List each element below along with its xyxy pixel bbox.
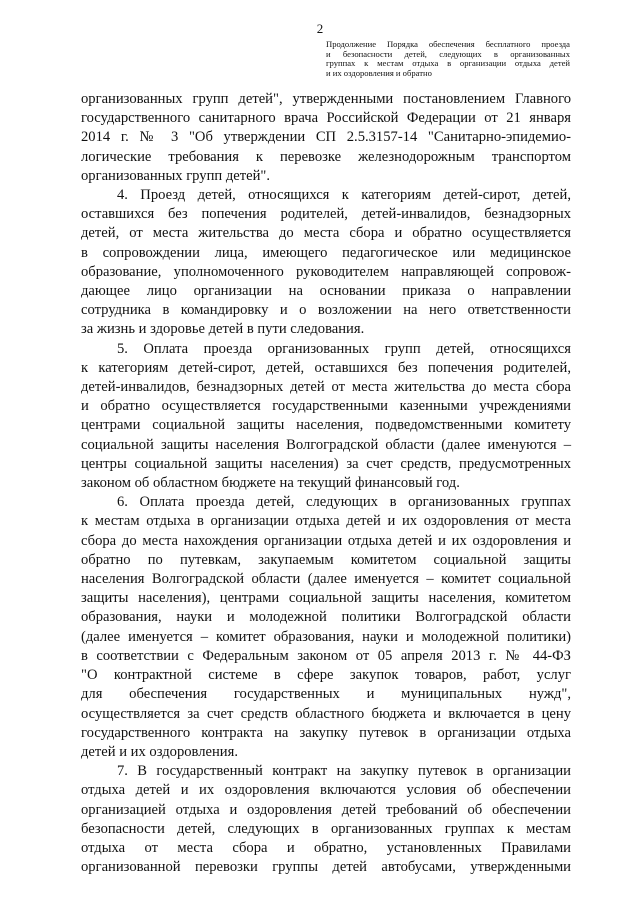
paragraph-first-line: 4. Проезд детей, относящихся к категориям детей-сирот, детей,: [117, 187, 571, 204]
text-line: государственного санитарного врача Российской Федерации от 21 января: [81, 110, 571, 127]
text-line: логические требования к перевозке железнодорожным транспортом: [81, 148, 571, 165]
text-line: центры социальной защиты населения) за счет средств, предусмотренных: [81, 455, 571, 472]
document-body: [81, 90, 571, 877]
text-line: обратно по путевкам, закупаемым комитетом социальной защиты: [81, 551, 571, 568]
text-line: 2014 г. № 3 "Об утверждении СП 2.5.3157-14 "Санитарно-эпидемио-: [81, 129, 571, 146]
text-line: отдыха детей и их оздоровления включаются условия об обеспечении: [81, 782, 571, 799]
text-line: и обратно осуществляется государственными казенными учреждениями: [81, 398, 571, 415]
paragraph-first-line: 5. Оплата проезда организованных групп детей, относящихся: [117, 340, 571, 357]
text-line: оставшихся без попечения родителей, детей-инвалидов, безнадзорных: [81, 206, 571, 223]
text-line: в соответствии с Федеральным законом от 05 апреля 2013 г. № 44-ФЗ: [81, 647, 571, 664]
text-line: организованных групп детей", утвержденными постановлением Главного: [81, 91, 571, 107]
text-line: детей-инвалидов, безнадзорных детей от места жительства до места сбора: [81, 379, 571, 396]
text-line: детей, от места жительства до места сбора и обратно осуществляется: [81, 225, 571, 242]
text-line: к категориям детей-сирот, детей, оставшихся без попечения родителей,: [81, 359, 571, 376]
running-header-line: Продолжение Порядка обеспечения бесплатного проезда: [326, 39, 570, 49]
text-line: государственного контракта на закупку путевок в организации отдыха: [81, 724, 571, 741]
text-line: защиты населения), центрами социальной защиты населения, комитетом: [81, 590, 571, 607]
text-line: "О контрактной системе в сфере закупок товаров, работ, услуг: [81, 667, 571, 684]
paragraph-first-line: 6. Оплата проезда детей, следующих в организованных группах: [117, 494, 571, 511]
text-line: образование, уполномоченного руководителем направляющей сопровож-: [81, 263, 571, 280]
page-number: 2: [316, 21, 324, 36]
text-line: за жизнь и здоровье детей в пути следования.: [81, 321, 365, 338]
text-line: социальной защиты населения Волгоградской области (далее именуются –: [81, 436, 571, 453]
paragraph-first-line: 7. В государственный контракт на закупку путевок в организации: [117, 763, 571, 780]
text-line: законом об областном бюджете на текущий финансовый год.: [81, 475, 460, 492]
text-line: образования, науки и молодежной политики Волгоградской области: [81, 609, 571, 626]
running-header: [326, 40, 570, 78]
text-line: организацией отдыха и оздоровления детей требований об обеспечении: [81, 801, 571, 818]
text-line: отдыха от места сбора и обратно, установленных Правилами: [81, 839, 571, 856]
text-line: сотрудника в командировку и о возложении на него ответственности: [81, 302, 571, 319]
text-line: сбора до места нахождения организации отдыха детей и их оздоровления и: [81, 532, 571, 549]
text-line: организованной перевозки группы детей автобусами, утвержденными: [81, 859, 571, 876]
text-line: осуществляется за счет средств областного бюджета и включается в цену: [81, 705, 571, 722]
running-header-line: и безопасности детей, следующих в организованных: [326, 48, 570, 59]
text-line: в сопровождении лица, имеющего педагогическое или медицинское: [81, 244, 571, 261]
text-line: центрами социальной защиты населения, подведомственными комитету: [81, 417, 571, 434]
text-line: организованных групп детей".: [81, 167, 271, 184]
text-line: (далее именуется – комитет образования, науки и молодежной политики): [81, 628, 571, 645]
text-line: к местам отдыха в организации отдыха детей и их оздоровления от места: [81, 513, 571, 530]
text-line: для обеспечения государственных и муниципальных нужд",: [81, 686, 571, 703]
running-header-line: группах к местам отдыха в организации отдыха детей: [326, 58, 570, 69]
running-header-line: и их оздоровления и обратно: [326, 67, 432, 78]
text-line: населения Волгоградской области (далее именуется – комитет социальной: [81, 571, 571, 588]
text-line: детей и их оздоровления.: [81, 743, 238, 760]
text-line: дающее лицо организации на основании приказа о направлении: [81, 283, 571, 300]
text-line: безопасности детей, следующих в организованных группах к местам: [81, 820, 571, 837]
